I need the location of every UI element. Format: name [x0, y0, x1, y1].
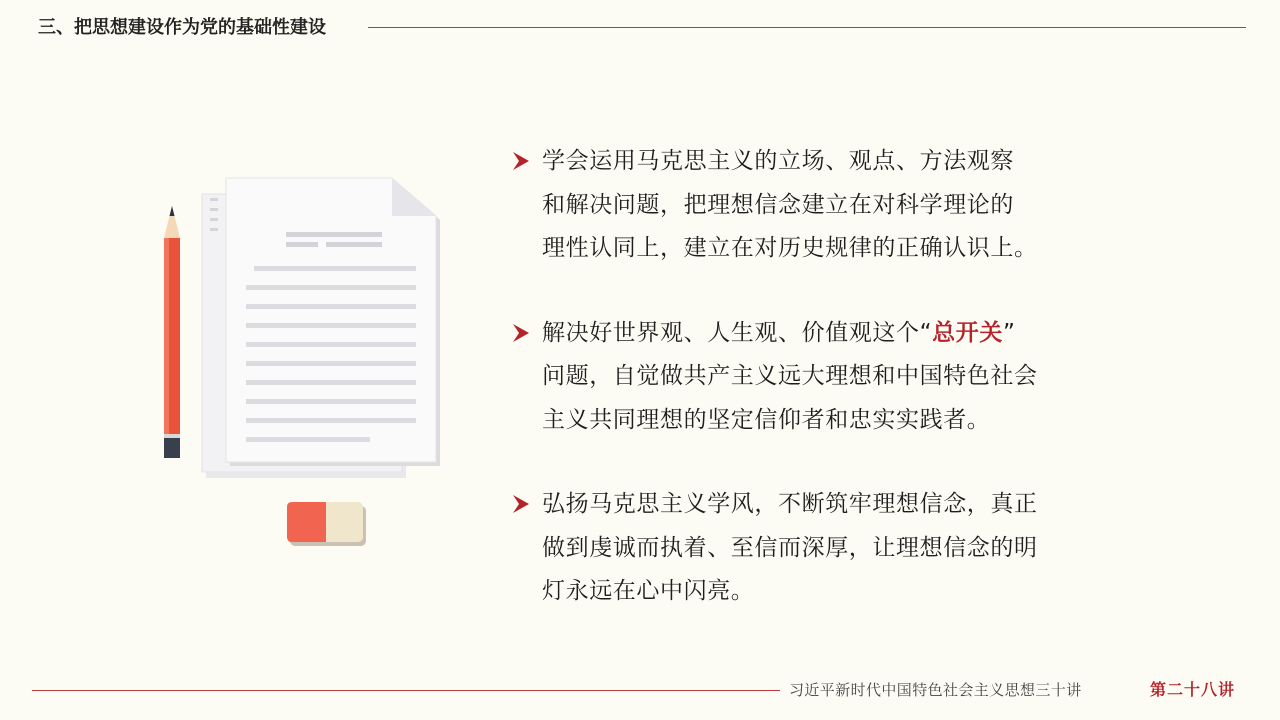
- bullet-item: [512, 483, 1112, 614]
- document-stack-icon: [202, 178, 440, 478]
- bullet-line: 理性认同上，建立在对历史规律的正确认识上。: [542, 235, 1038, 261]
- arrowhead-icon: [512, 323, 530, 343]
- bullet-text: ”: [1002, 319, 1016, 346]
- bullet-list: [512, 140, 1112, 614]
- bullet-line: 主义共同理想的坚定信仰者和忠实实践者。: [542, 406, 991, 433]
- page-title: 三、把思想建设作为党的基础性建设: [38, 17, 326, 38]
- footer-divider: [32, 690, 780, 691]
- bullet-item: [512, 312, 1112, 443]
- bullet-item: [512, 140, 1112, 271]
- arrowhead-icon: [512, 494, 530, 514]
- header-divider: [368, 27, 1246, 28]
- bullet-text: 解决好世界观、人生观、价值观这个“: [542, 319, 933, 346]
- bullet-line: 学会运用马克思主义的立场、观点、方法观察: [542, 148, 1014, 174]
- bullet-line: 和解决问题，把理想信念建立在对科学理论的: [542, 191, 1014, 218]
- footer-lecture-number: 第二十八讲: [1150, 680, 1236, 699]
- bullet-line: [542, 312, 1112, 356]
- eraser-icon: [287, 502, 366, 546]
- bullet-line: 问题，自觉做共产主义远大理想和中国特色社会: [542, 363, 1038, 389]
- arrowhead-icon: [512, 151, 530, 171]
- bullet-line: 做到虔诚而执着、至信而深厚，让理想信念的明: [542, 534, 1038, 561]
- pencil-icon: [164, 206, 180, 458]
- bullet-line: 弘扬马克思主义学风，不断筑牢理想信念，真正: [542, 491, 1038, 517]
- footer-series-title: 习近平新时代中国特色社会主义思想三十讲: [789, 681, 1082, 699]
- document-illustration: [150, 170, 470, 560]
- highlight-keyword: 总开关: [932, 319, 1003, 346]
- bullet-line: 灯永远在心中闪亮。: [542, 578, 755, 604]
